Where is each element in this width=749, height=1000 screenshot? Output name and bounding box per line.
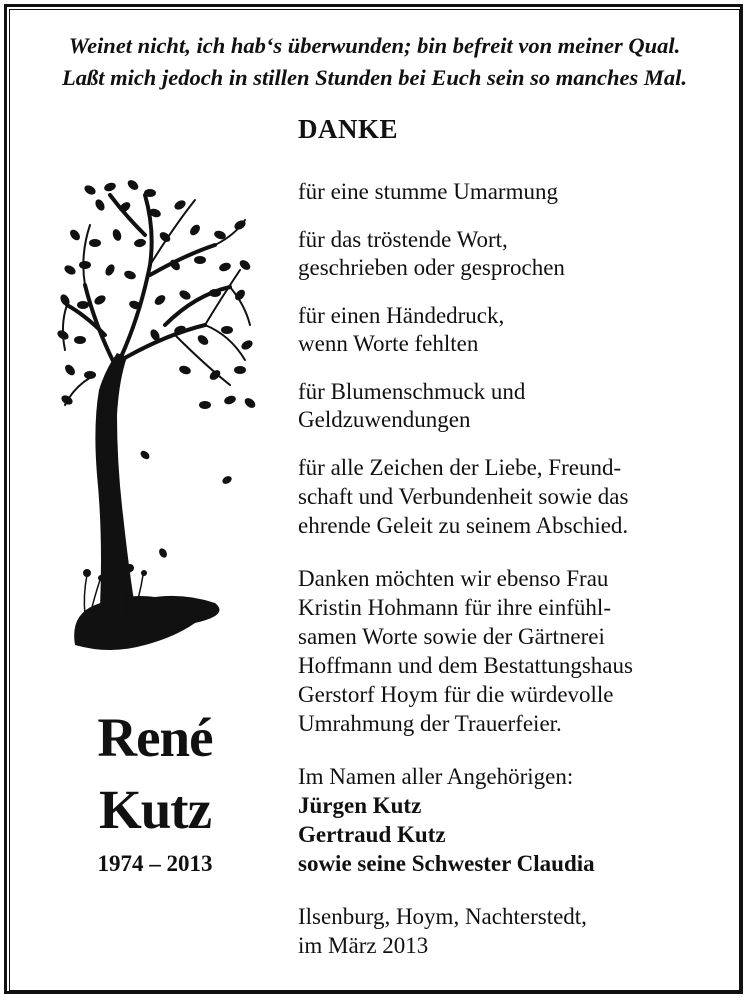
signature-name: Gertraud Kutz [298,822,446,847]
special-thanks-line: Umrahmung der Trauerfeier. [298,711,562,736]
signature-name: sowie seine Schwester Claudia [298,851,595,876]
special-thanks-line: Gerstorf Hoym für die würdevolle [298,682,614,707]
heading-danke: DANKE [298,114,399,144]
motto-line-2: Laßt mich jedoch in stillen Stunden bei Euch sein so manches Mal. [61,65,688,90]
thanks-line: für das tröstende Wort, [298,227,508,252]
deceased-last-name: Kutz [98,779,212,840]
thanks-line: Geldzuwendungen [298,407,471,432]
deceased-first-name: René [97,707,213,768]
signature-name: Jürgen Kutz [298,793,422,818]
special-thanks-line: Hoffmann und dem Bestattungshaus [298,653,633,678]
special-thanks-line: Danken möchten wir ebenso Frau [298,566,609,591]
thanks-line: wenn Worte fehlten [298,331,479,356]
thanks-line: geschrieben oder gesprochen [298,255,565,280]
motto-line-1: Weinet nicht, ich hab‘s überwunden; bin befreit von meiner Qual. [68,33,681,58]
signature-intro: Im Namen aller Angehörigen: [298,764,574,789]
thanks-line: für Blumenschmuck und [298,379,526,404]
place-line: Ilsenburg, Hoym, Nachterstedt, [298,904,587,929]
thanks-line: ehrende Geleit zu seinem Abschied. [298,513,629,538]
date-line: im März 2013 [298,933,429,958]
motto [0,30,749,94]
deceased-years: 1974 – 2013 [97,851,213,876]
tree-illustration [55,175,260,660]
thanks-line: für alle Zeichen der Liebe, Freund- [298,455,622,480]
special-thanks-line: Kristin Hohmann für ihre einfühl- [298,595,611,620]
thanks-line: für einen Händedruck, [298,303,505,328]
special-thanks-line: samen Worte sowie der Gärtnerei [298,624,605,649]
thanks-line: für eine stumme Umarmung [298,179,558,204]
thanks-line: schaft und Verbundenheit sowie das [298,484,629,509]
